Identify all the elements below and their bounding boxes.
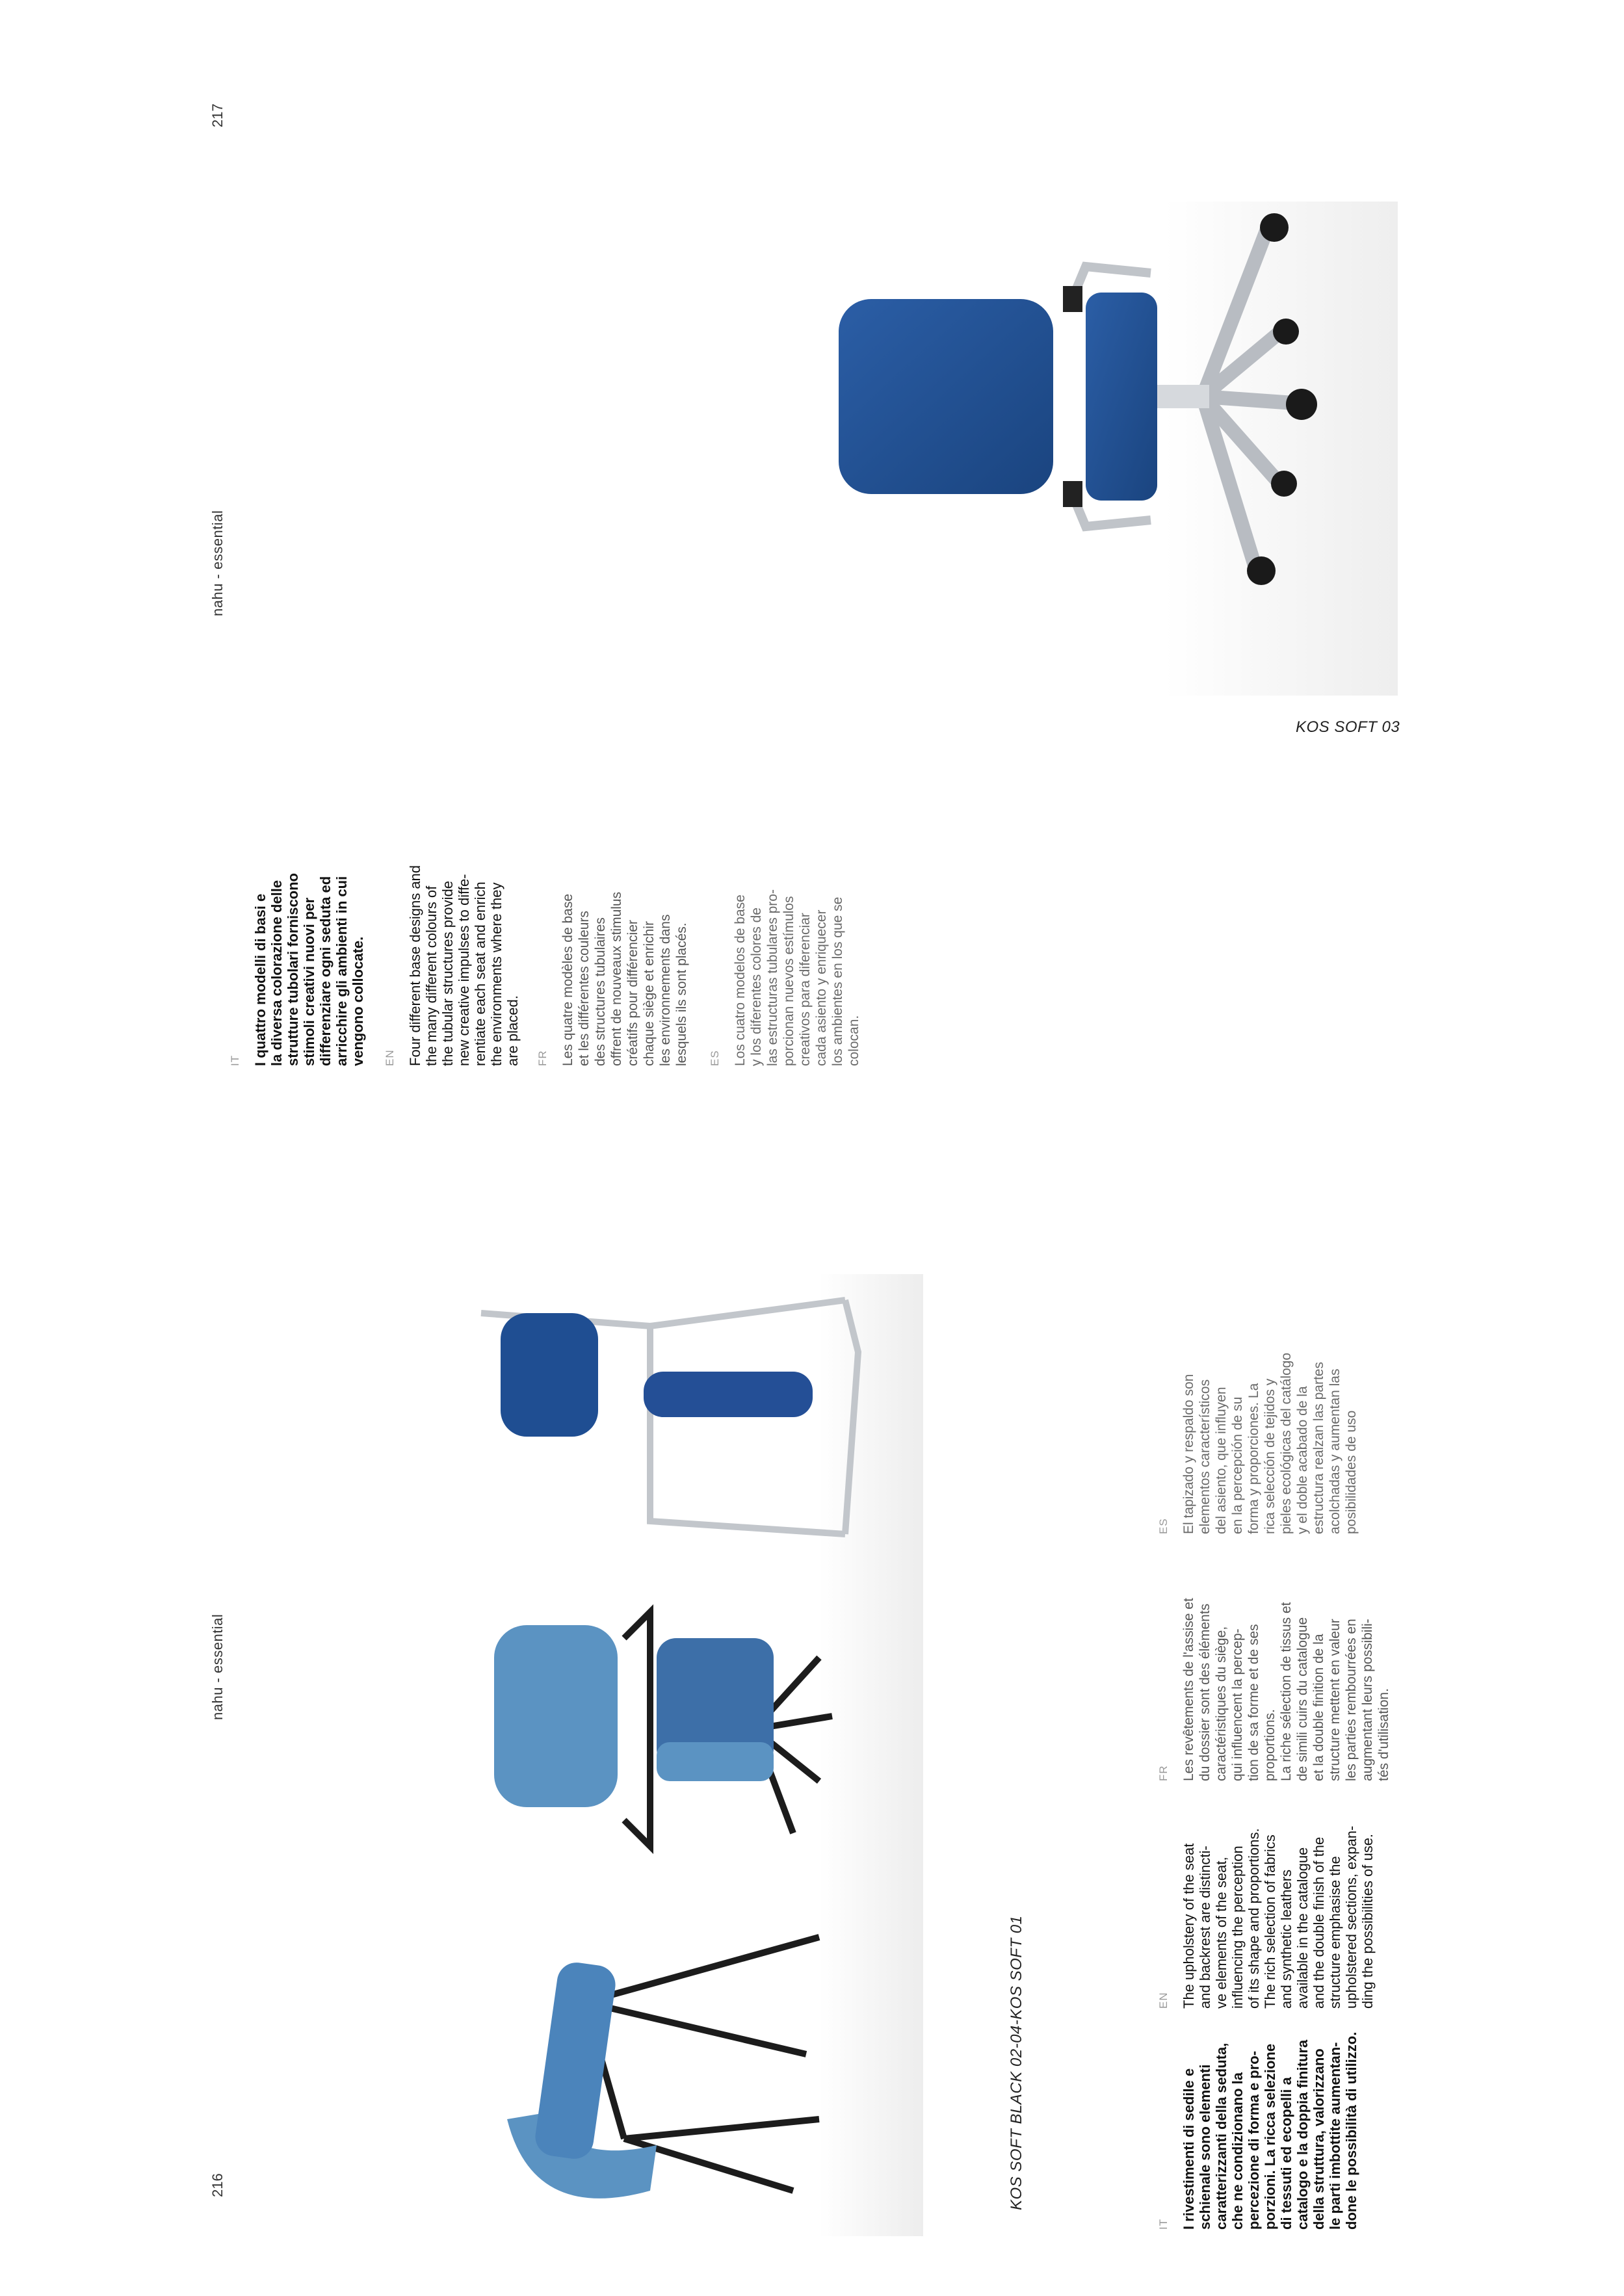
- paragraph-it: I quattro modelli di basi e la diversa colorazione delle strutture tubolari forniscono stimoli creativi nuovi per differenziare ogni seduta ed arricchire gli ambienti in cui vengono collocate.: [252, 873, 366, 1066]
- gas-column: [1151, 385, 1209, 408]
- chair-photo-kos-soft-03: [813, 202, 1398, 696]
- text-column-left-it: [1157, 2022, 1359, 2230]
- seat-cushion: [1086, 293, 1157, 501]
- backrest: [839, 299, 1053, 494]
- caption-right: KOS SOFT 03: [1296, 718, 1400, 736]
- text-column-left-fr: [1157, 1560, 1392, 1781]
- text-column-right-en: [384, 676, 521, 1066]
- paragraph-es: Los cuatro modelos de base y los diferentes colores de las estructuras tubulares pro- porcionan nuevos estímulos creativos para diferenciar cada asiento y enriquecer los ambientes en los que se colocan.: [733, 889, 861, 1066]
- lang-label-en: EN: [1157, 1992, 1170, 2009]
- chairs-photo-kos-soft-black: [455, 1274, 923, 2236]
- text-column-left-es: [1157, 1300, 1359, 1534]
- lang-label-es: ES: [1157, 1518, 1170, 1534]
- lang-label-fr: FR: [536, 1050, 549, 1066]
- lang-label-it: IT: [229, 1054, 241, 1066]
- chair-four-leg-black: [507, 1937, 819, 2198]
- paragraph-en: The upholstery of the seat and backrest are distincti- ve elements of the seat, influencing the perception of its shape and proportions. The rich selection of fabrics and synthetic leathers available in the catalogue and the double finish of the structure emphasise the upholstered sections, expan- ding the possibilities of use.: [1181, 1825, 1376, 2009]
- page-header-left: nahu - essential: [209, 1613, 226, 1720]
- page-header-right: nahu - essential: [209, 510, 226, 616]
- chair-four-star-black: [494, 1612, 832, 1846]
- text-column-right-es: [709, 676, 862, 1066]
- text-column-right-fr: [536, 676, 690, 1066]
- page-number-left: 216: [209, 2173, 226, 2197]
- text-column-left-en: [1157, 1794, 1376, 2009]
- paragraph-fr: Les quatre modèles de base et les différentes couleurs des structures tubulaires offrent de nouveaux stimulus créatifs pour différencier chaque siège et enrichir les environnements dans lesquels ils sont placés.: [560, 891, 689, 1066]
- lang-label-it: IT: [1157, 2218, 1170, 2230]
- text-column-right-it: [229, 676, 366, 1066]
- lang-label-en: EN: [384, 1049, 396, 1066]
- lang-label-es: ES: [709, 1050, 721, 1066]
- chair-sled-chrome: [481, 1300, 858, 1534]
- paragraph-en: Four different base designs and the many different colours of the tubular structures provide new creative impulses to diffe- rentiate each seat and enrich the environments where they are placed.: [407, 865, 521, 1066]
- page-number-right: 217: [209, 103, 226, 127]
- lang-label-fr: FR: [1157, 1765, 1170, 1781]
- caption-left: KOS SOFT BLACK 02-04-KOS SOFT 01: [1008, 1915, 1025, 2210]
- paragraph-es: El tapizado y respaldo son elementos característicos del asiento, que influyen en la percepción de su forma y proporciones. La rica selección de tejidos y pieles ecológicas del catálogo y el doble acabado de la estructura realzan las partes acolchadas y aumentan las posibilidades de uso: [1181, 1352, 1359, 1534]
- paragraph-fr: Les revêtements de l'assise et du dossier sont des éléments caractéristiques du siège, qui influencent la percep- tion de sa forme et de ses proportions. La riche sélection de tissus et de simili cuirs du catalogue et la double finition de la structure mettent en valeur les parties rembourrées en augmentant leurs possibili- tés d'utilisation.: [1181, 1598, 1391, 1781]
- paragraph-it: I rivestimenti di sedile e schienale sono elementi caratterizzanti della seduta, che ne condizionano la percezione di forma e pro- porzioni. La ricca selezione di tessuti ed ecopelli a catalogo e la doppia finitura della struttura, valorizzano le parti imbottite aumentan- done le possibilità di utilizzo.: [1181, 2031, 1359, 2230]
